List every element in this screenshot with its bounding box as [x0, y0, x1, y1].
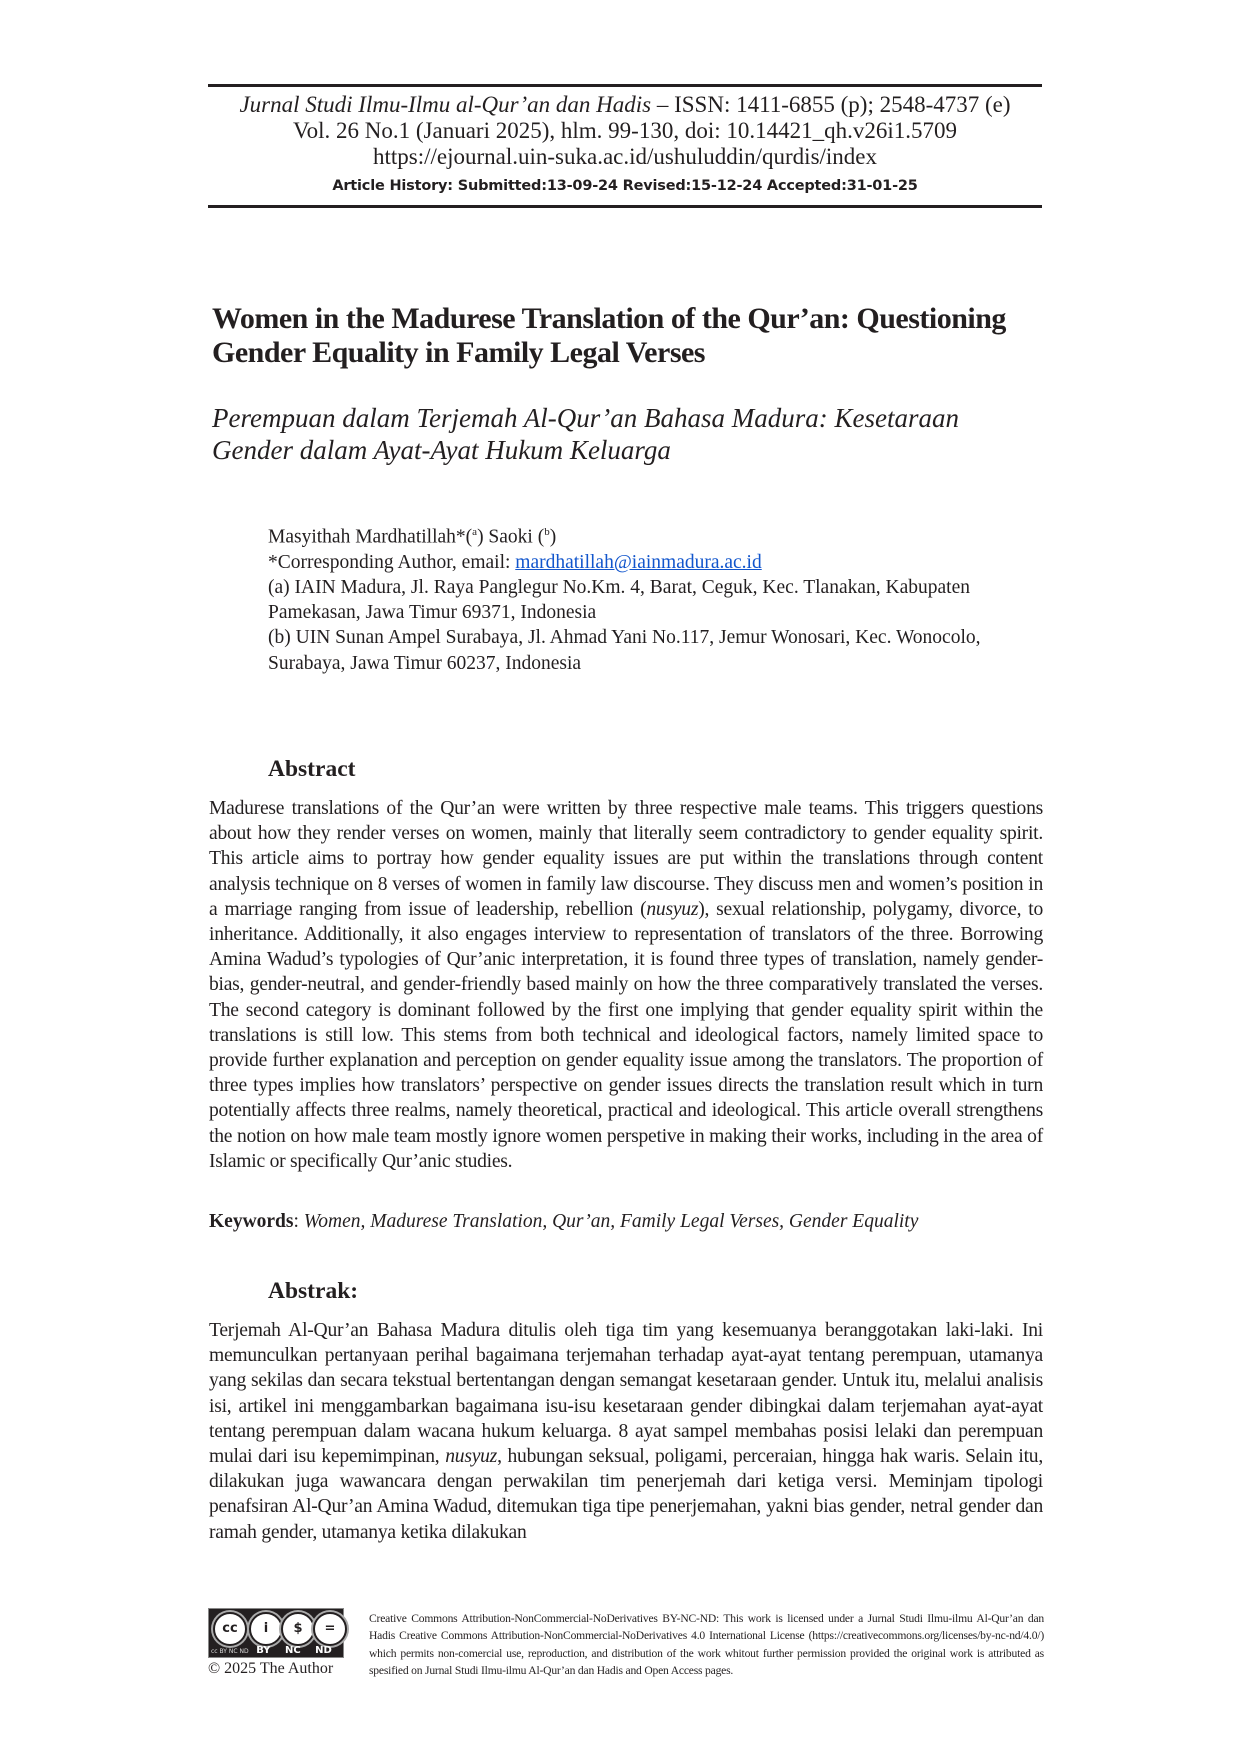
abstrak-heading: Abstrak:	[268, 1278, 359, 1304]
by-icon: i	[249, 1612, 283, 1646]
article-title: Women in the Madurese Translation of the Qur’an: Questioning Gender Equality in Family Legal Verses	[212, 302, 1006, 369]
cc-logo-text: cc BY NC ND	[211, 1648, 249, 1655]
sup-b: b	[544, 526, 550, 538]
abstrak-italic: nusyuz	[445, 1446, 498, 1468]
cc-license-logo	[208, 1608, 344, 1658]
volume-info: Vol. 26 No.1 (Januari 2025), hlm. 99-130, doi: 10.14421_qh.v26i1.5709	[293, 118, 957, 143]
article-subtitle: Perempuan dalam Terjemah Al-Qur’an Bahasa Madura: Kesetaraan Gender dalam Ayat-Ayat Hukum Keluarga	[212, 403, 959, 465]
corresponding-label: *Corresponding Author, email:	[268, 551, 516, 573]
corresponding-author	[268, 550, 1048, 575]
keywords-label: Keywords	[209, 1211, 294, 1232]
email-link[interactable]: mardhatillah@iainmadura.ac.id	[515, 551, 762, 573]
abstrak-part-1: Terjemah Al-Qur’an Bahasa Madura ditulis oleh tiga tim yang kesemuanya beranggotakan laki-laki. Ini memunculkan pertanyaan perihal bagaimana terjemahan terhadap ayat-ayat tentang perempuan, utamanya yang sekilas dan secara tekstual bertentangan dengan semangat kesetaraan gender. Untuk itu, melalui analisis isi, artikel ini menggambarkan bagaimana isu-isu kesetaraan gender dibingkai dalam terjemahan ayat-ayat tentang perempuan dalam wacana hukum keluarga. 8 ayat sampel membahas posisi lelaki dan perempuan mulai dari isu kepemimpinan,	[209, 1320, 1043, 1468]
copyright: © 2025 The Author	[208, 1660, 334, 1677]
author-2: ) Saoki (	[477, 526, 545, 548]
cc-icon: cc	[213, 1612, 247, 1646]
author-close: )	[549, 526, 557, 548]
cc-nd-label: ND	[315, 1645, 332, 1656]
article-history: Article History: Submitted:13-09-24 Revised:15-12-24 Accepted:31-01-25	[332, 178, 918, 194]
issn: – ISSN: 1411-6855 (p); 2548-4737 (e)	[651, 92, 1011, 117]
header-top-rule	[208, 84, 1042, 87]
abstract-text	[209, 796, 1043, 1174]
author-names	[268, 520, 1048, 550]
abstract-heading: Abstract	[268, 756, 356, 782]
cc-nc-label: NC	[284, 1645, 301, 1656]
author-1: Masyithah Mardhatillah*(	[268, 526, 473, 548]
nd-icon: =	[313, 1612, 347, 1646]
journal-header	[208, 92, 1042, 199]
nc-icon: $	[281, 1612, 315, 1646]
abstract-part-2: ), sexual relationship, polygamy, divorce, to inheritance. Additionally, it also engages interview to representation of translators of the three. Borrowing Amina Wadud’s typologies of Qur’anic interpretation, it is found three types of translation, namely gender-bias, gender-neutral, and gender-friendly based mainly on how the three comparatively translated the verses. The second category is dominant followed by the first one implying that gender equality spirit within the translations is still low. This stems from both technical and ideological factors, namely limited space to provide further explanation and perception on gender equality issue among the translators. The proportion of three types implies how translators’ perspective on gender issues directs the translation result which in turn potentially affects three realms, namely theoretical, practical and ideological. This article overall strengthens the notion on how male team mostly ignore women perspetive in making their works, including in the area of Islamic or specifically Qur’anic studies.	[209, 898, 1043, 1172]
journal-url[interactable]: https://ejournal.uin-suka.ac.id/ushuluddin/qurdis/index	[372, 144, 878, 169]
abstract-part-1: Madurese translations of the Qur’an were written by three respective male teams. This triggers questions about how they render verses on women, mainly that literally seem contradictory to gender equality spirit. This article aims to portray how gender equality issues are put within the translations through content analysis technique on 8 verses of women in family law discourse. They discuss men and women’s position in a marriage ranging from issue of leadership, rebellion (	[209, 798, 1043, 920]
keywords: Keywords: Women, Madurese Translation, Qur’an, Family Legal Verses, Gender Equality	[209, 1211, 919, 1232]
header-bottom-rule	[208, 205, 1042, 208]
license-text: Creative Commons Attribution-NonCommercial-NoDerivatives BY-NC-ND: This work is licensed under a Jurnal Studi Ilmu-ilmu Al-Qur’an dan Hadis Creative Commons Attribution-NonCommercial-NoDerivatives 4.0 International License (https://creativecommons.org/licenses/by-nc-nd/4.0/) which permits non-comercial use, reproduction, and distribution of the work whitout further permission provided the original work is attributed as spesified on Jurnal Studi Ilmu-ilmu Al-Qur’an dan Hadis and Open Access pages.	[369, 1612, 1044, 1677]
keywords-list: Women, Madurese Translation, Qur’an, Family Legal Verses, Gender Equality	[303, 1211, 919, 1232]
abstract-italic: nusyuz	[646, 898, 699, 920]
sup-a: a	[472, 526, 478, 538]
affiliation-a: (a) IAIN Madura, Jl. Raya Panglegur No.Km. 4, Barat, Ceguk, Kec. Tlanakan, Kabupaten Pamekasan, Jawa Timur 69371, Indonesia	[268, 576, 970, 624]
abstrak-text	[209, 1318, 1043, 1545]
abstrak-part-2: , hubungan seksual, poligami, perceraian, hingga hak waris. Selain itu, dilakukan juga wawancara dengan perwakilan tim penerjemah dari ketiga versi. Meminjam tipologi penafsiran Al-Qur’an Amina Wadud, ditemukan tiga tipe penerjemahan, yakni bias gender, netral gender dan ramah gender, utamanya ketika dilakukan	[209, 1446, 1043, 1543]
journal-name: Jurnal Studi Ilmu-Ilmu al-Qur’an dan Hadis	[239, 92, 652, 117]
author-block	[268, 520, 1048, 676]
affiliation-b: (b) UIN Sunan Ampel Surabaya, Jl. Ahmad Yani No.117, Jemur Wonosari, Kec. Wonocolo, Surabaya, Jawa Timur 60237, Indonesia	[268, 627, 981, 674]
cc-by-label: BY	[256, 1645, 271, 1656]
